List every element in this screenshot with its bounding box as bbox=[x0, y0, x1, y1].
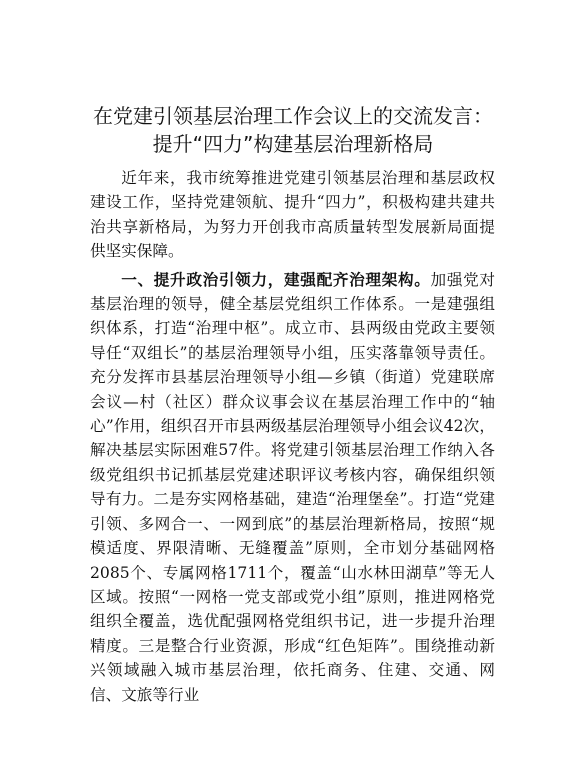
section-one-body: 加强党对基层治理的领导，健全基层党组织工作体系。一是建强组织体系，打造“治理中枢”。成立市、县两级由党政主要领导任“双组长”的基层治理领导小组，压实落靠领导责任。充分发挥市县基层治理领导小组—乡镇（街道）党建联席会议—村（社区）群众议事会议在基层治理工作中的“轴心”作用，组织召开市县两级基层治理领导小组会议42次，解决基层实际困难57件。将党建引领基层治理工作纳入各级党组织书记抓基层党建述职评议考核内容，确保组织领导有力。二是夯实网格基础，建造“治理堡垒”。打造“党建引领、多网合一、一网到底”的基层治理新格局，按照“规模适度、界限清晰、无缝覆盖”原则，全市划分基础网格2085个、专属网格1711个，覆盖“山水林田湖草”等无人区域。按照“一网格一党支部或党小组”原则，推进网格党组织全覆盖，选优配强网格党组织书记，进一步提升治理精度。三是整合行业资源，形成“红色矩阵”。围绕推动新兴领域融入城市基层治理，依托商务、住建、交通、网信、文旅等行业 bbox=[90, 270, 495, 704]
paragraph-intro: 近年来，我市统筹推进党建引领基层治理和基层政权建设工作，坚持党建领航、提升“四力”，积极构建共建共治共享新格局，为努力开创我市高质量转型发展新局面提供坚实保障。 bbox=[90, 169, 495, 261]
document-title-line-1: 在党建引领基层治理工作会议上的交流发言： bbox=[93, 104, 493, 128]
document-body bbox=[90, 166, 495, 711]
document-title-line-2: 提升“四力”构建基层治理新格局 bbox=[152, 132, 434, 156]
section-one-heading: 一、提升政治引领力，建强配齐治理架构。 bbox=[121, 269, 431, 289]
paragraph-section-one bbox=[90, 268, 495, 707]
